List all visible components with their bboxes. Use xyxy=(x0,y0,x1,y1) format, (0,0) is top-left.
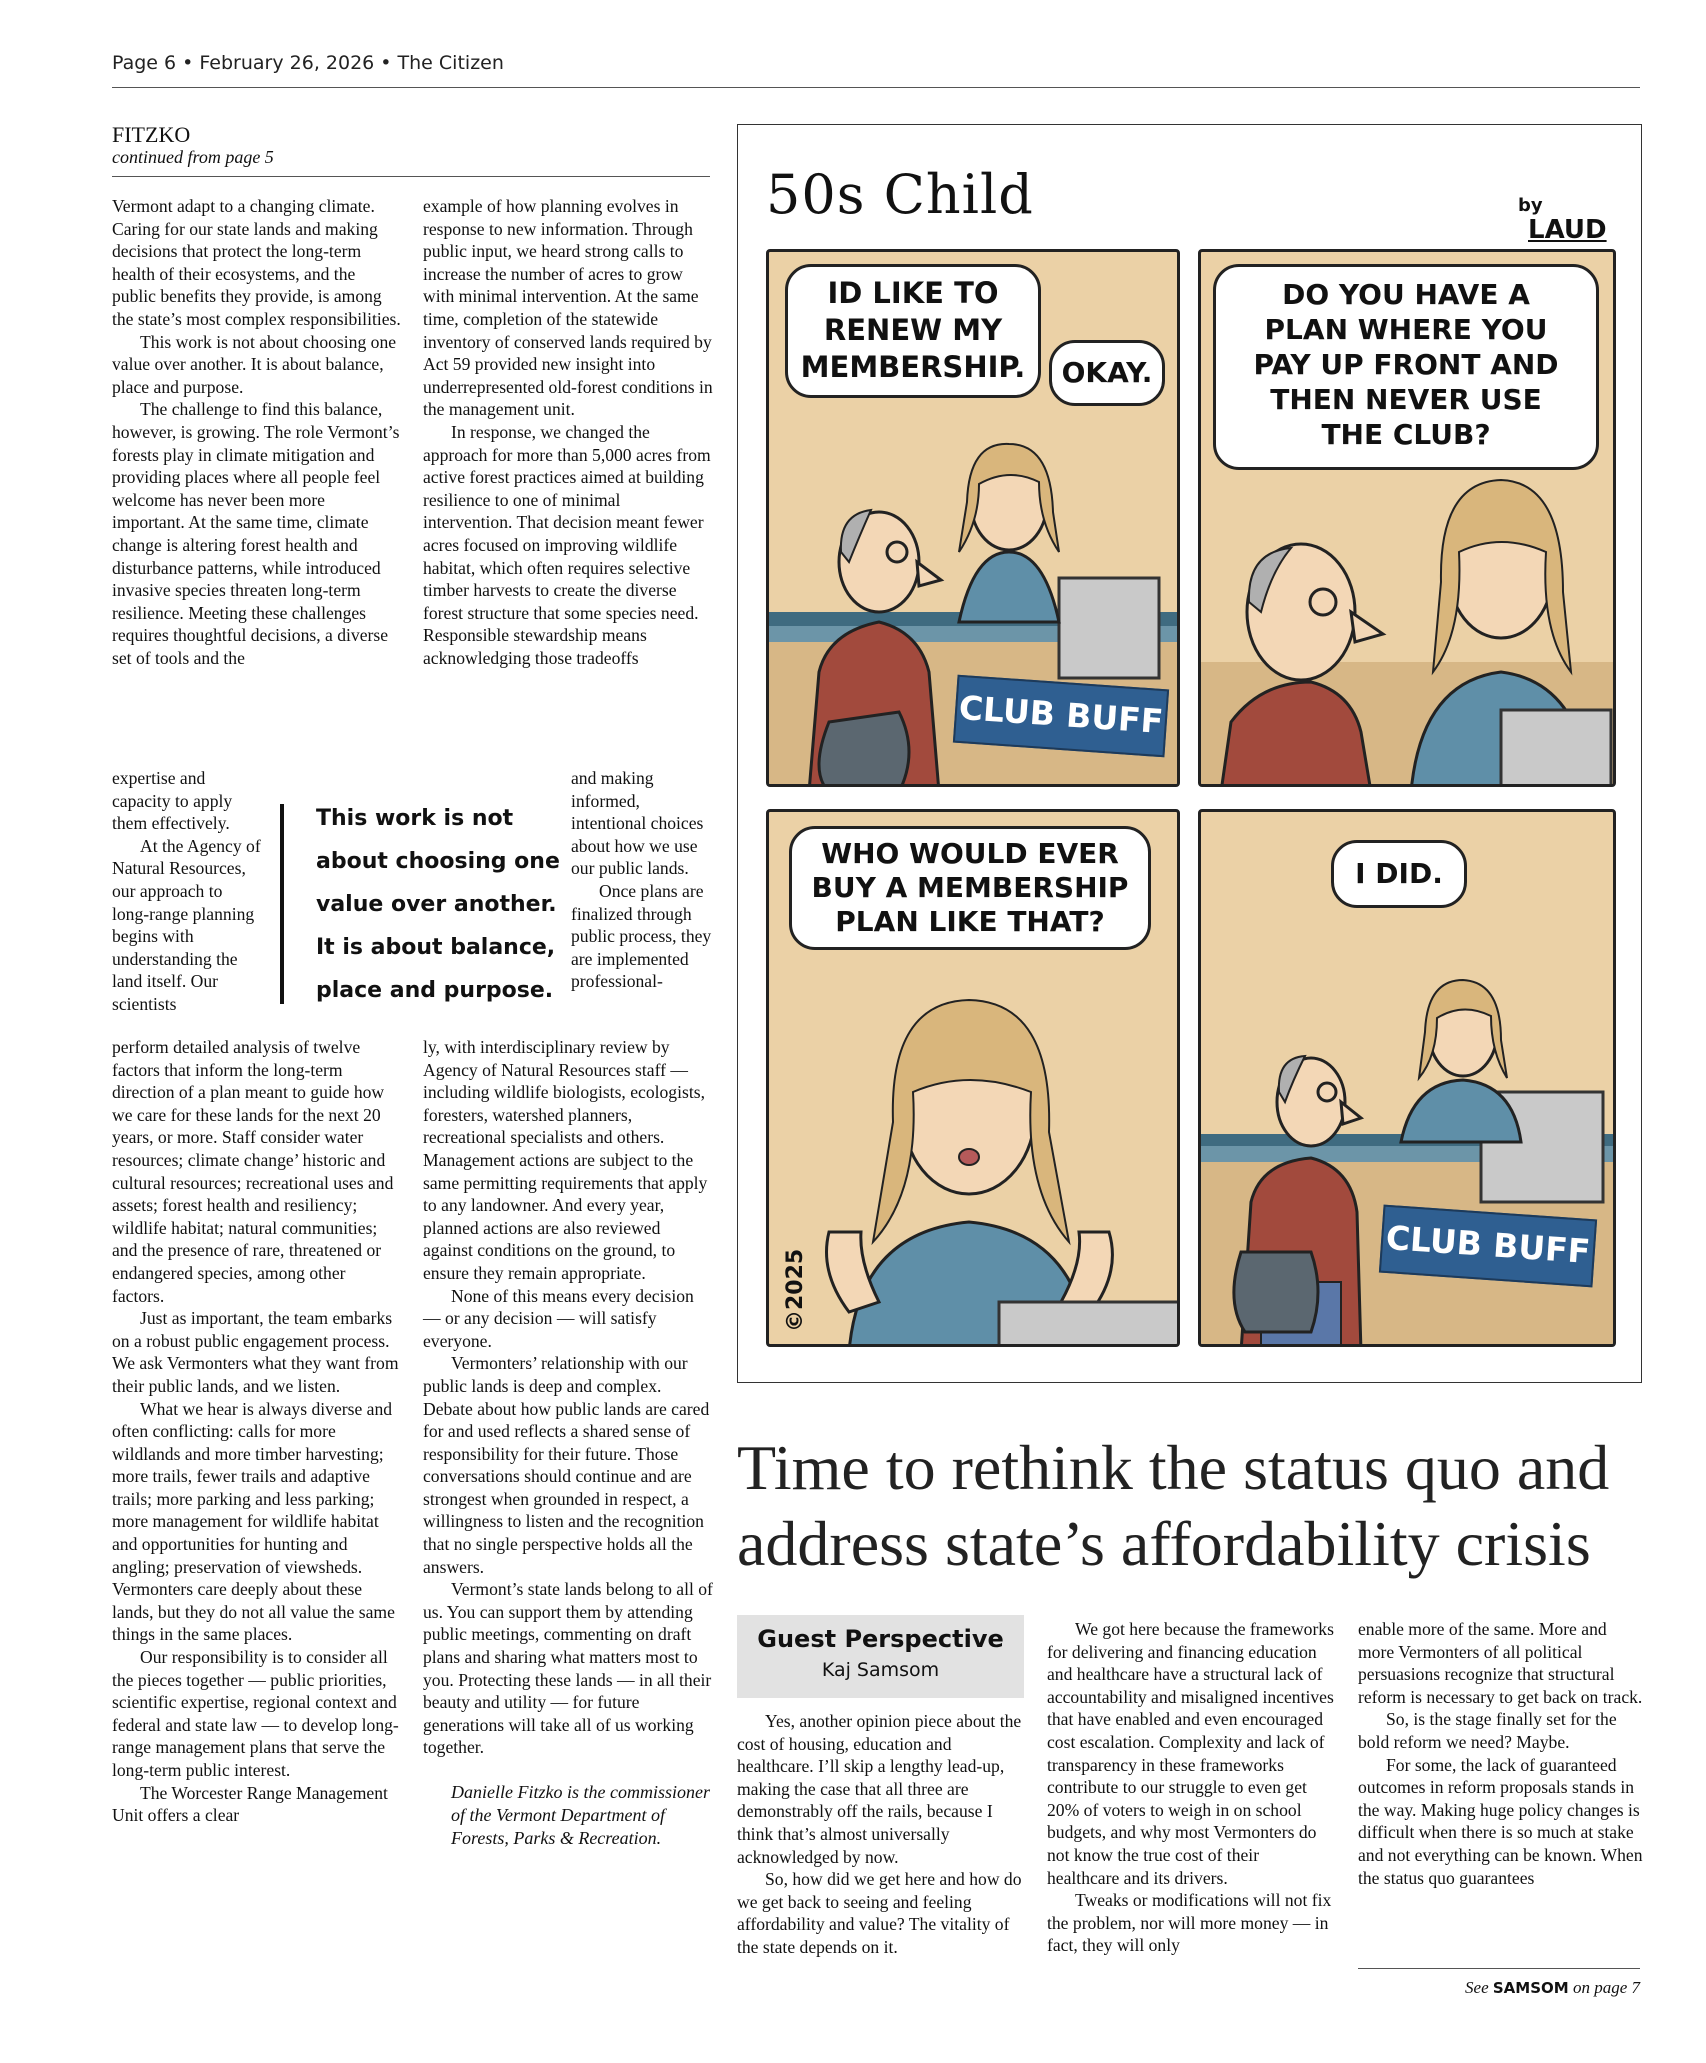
paragraph: What we hear is always diverse and often conflicting: calls for more wildlands and more timber harvesting; more trails, fewer trails and adaptive trails; more parking and less parking; more management for wildlife habitat and opportunities for hunting and angling; preservation of viewsheds. Vermonters care deeply about these lands, but they do not all value the same things in the same places. xyxy=(112,1398,395,1645)
paragraph: expertise and capacity to apply them effectively. xyxy=(112,768,233,834)
jump-name: SAMSOM xyxy=(1492,1979,1569,1997)
jump-rule xyxy=(1358,1968,1640,1969)
samsom-col1 xyxy=(737,1710,1024,1959)
paragraph: enable more of the same. More and more Vermonters of all political persuasions recognize that structural reform is necessary to get back on track. xyxy=(1358,1619,1643,1707)
paragraph: In response, we changed the approach for more than 5,000 acres from active forest practices aimed at building resilience to one of minimal intervention. That decision meant fewer acres focused on improving wildlife habitat, which often requires selective timber harvests to create the diverse forest structure that some species need. Responsible stewardship means acknowledging those tradeoffs xyxy=(423,421,711,668)
headline-line: address state’s affordability crisis xyxy=(737,1508,1591,1579)
paragraph: For some, the lack of guaranteed outcomes in reform proposals stands in the way. Making huge policy changes is difficult when there is so much at stake and not everything can be known. When the status quo guarantees xyxy=(1358,1754,1643,1888)
club-sign: CLUB BUFF xyxy=(953,675,1169,758)
continued-line: continued from page 5 xyxy=(112,147,274,167)
paragraph: Vermont’s state lands belong to all of us. You can support them by attending public meetings, commenting on draft plans and sharing what matters most to you. Protecting these lands — in all their beauty and utility — for future generations will take all of us working together. xyxy=(423,1579,713,1758)
page-header: Page 6 • February 26, 2026 • The Citizen xyxy=(112,52,504,74)
speech-line: DO YOU HAVE A xyxy=(1282,278,1530,311)
speech-bubble xyxy=(1213,264,1599,470)
paragraph: Yes, another opinion piece about the cost of housing, education and healthcare. I’ll skip a lengthy lead-up, making the case that all three are demonstrably off the rails, because I think that’s almost universally acknowledged by now. xyxy=(737,1711,1022,1867)
pullquote-line: It is about balance, xyxy=(316,935,556,960)
jump-page: on page 7 xyxy=(1572,1978,1640,1997)
story-rule xyxy=(112,176,710,177)
fitzko-col2-bottom xyxy=(423,1036,713,1850)
jump-line[interactable] xyxy=(1465,1978,1640,1998)
paragraph: and making informed, intentional choices about how we use our public lands. xyxy=(571,768,704,879)
paragraph: So, how did we get here and how do we get back to seeing and feeling affordability and value? The vitality of the state depends on it. xyxy=(737,1869,1022,1957)
jump-see: See xyxy=(1465,1978,1489,1997)
speech-line: MEMBERSHIP. xyxy=(800,350,1026,384)
comic-panel-3 xyxy=(766,809,1180,1347)
paragraph: None of this means every decision — or any decision — will satisfy everyone. xyxy=(423,1285,694,1351)
story-kicker: FITZKO xyxy=(112,122,191,147)
paragraph: This work is not about choosing one value over another. It is about balance, place and purpose. xyxy=(112,331,397,397)
paragraph: example of how planning evolves in response to new information. Through public input, we heard strong calls to increase the number of acres to grow with minimal intervention. At the same time, completion of the statewide inventory of conserved lands required by Act 59 provided new insight into underrepresented old-forest conditions in the management unit. xyxy=(423,196,713,420)
speech-line: PLAN WHERE YOU xyxy=(1264,313,1548,346)
comic-strip xyxy=(737,124,1642,1383)
paragraph: perform detailed analysis of twelve factors that inform the long-term direction of a plan meant to guide how we care for these lands for the next 20 years, or more. Staff consider water resources; climate change’ historic and cultural resources; recreational uses and assets; forest health and resiliency; wildlife habitat; natural communities; and the presence of rare, threatened or endangered species, among other factors. xyxy=(112,1037,394,1306)
pullquote-line: place and purpose. xyxy=(316,978,554,1003)
speech-line: WHO WOULD EVER xyxy=(821,837,1119,870)
pullquote xyxy=(316,797,566,1012)
paragraph: The Worcester Range Management Unit offers a clear xyxy=(112,1782,388,1826)
paragraph: We got here because the frameworks for delivering and financing education and healthcare have a structural lack of accountability and misaligned incentives that have enabled and even encouraged cost escalation. Complexity and lack of transparency in these frameworks contribute to our struggle to even get 20% of voters to weigh in on school budgets, and why most Vermonters do not know the true cost of their healthcare and its drivers. xyxy=(1047,1619,1334,1888)
comic-panel-4 xyxy=(1198,809,1616,1347)
headline-line: Time to rethink the status quo and xyxy=(737,1432,1610,1503)
paragraph: ly, with interdisciplinary review by Agency of Natural Resources staff — including wildlife biologists, ecologists, foresters, watershed planners, recreational specialists and others. Management actions are subject to the same permitting requirements that apply to any landowner. And every year, planned actions are also reviewed against conditions on the ground, to ensure they remain appropriate. xyxy=(423,1037,708,1283)
paragraph: Vermonters’ relationship with our public lands is deep and complex. Debate about how public lands are cared for and used reflects a shared sense of responsibility for their future. Those conversations should continue and are strongest when grounded in respect, a willingness to listen and the recognition that no single perspective holds all the answers. xyxy=(423,1353,710,1577)
speech-line: THE CLUB? xyxy=(1321,418,1491,451)
speech-line: BUY A MEMBERSHIP xyxy=(811,871,1129,904)
author-name: Kaj Samsom xyxy=(821,1659,940,1681)
comic-byline-by: by xyxy=(1518,195,1543,216)
speech-bubble xyxy=(789,826,1151,950)
samsom-col2 xyxy=(1047,1618,1335,1957)
fitzko-col2-top xyxy=(423,195,713,669)
fitzko-col1-bottom xyxy=(112,1036,402,1827)
comic-panel-2 xyxy=(1198,249,1616,787)
paragraph: Just as important, the team embarks on a robust public engagement process. We ask Vermonters what they want from their public lands, and we listen. xyxy=(112,1308,399,1396)
fitzko-col1-top xyxy=(112,195,402,669)
pullquote-bar xyxy=(280,804,284,1004)
comic-title: 50s Child xyxy=(766,163,1034,226)
guest-perspective-box xyxy=(737,1615,1024,1698)
paragraph: At the Agency of Natural Resources, our approach to long-range planning begins with understanding the land itself. Our scientists xyxy=(112,835,261,1014)
speech-line: PAY UP FRONT AND xyxy=(1253,348,1559,381)
paragraph: Tweaks or modifications will not fix the problem, nor will more money — in fact, they will only xyxy=(1047,1890,1332,1956)
speech-line: RENEW MY xyxy=(823,313,1003,347)
comic-panel-1 xyxy=(766,249,1180,787)
pullquote-line: about choosing one xyxy=(316,849,560,874)
paragraph: The challenge to find this balance, however, is growing. The role Vermont’s forests play in climate mitigation and providing places where all people feel welcome has never been more important. At the same time, climate change is altering forest health and disturbance patterns, while introduced invasive species threaten long-term resilience. Meeting these challenges requires thoughtful decisions, a diverse set of tools and the xyxy=(112,399,400,668)
speech-line: PLAN LIKE THAT? xyxy=(835,905,1105,938)
fitzko-col1-wrap xyxy=(112,767,262,1016)
paragraph: Our responsibility is to consider all the pieces together — public priorities, scientific expertise, regional context and federal and state law — to develop long-range management plans that serve the long-term public interest. xyxy=(112,1647,399,1780)
comic-byline-name: LAUD xyxy=(1528,215,1607,245)
speech-bubble: OKAY. xyxy=(1049,340,1165,406)
club-sign: CLUB BUFF xyxy=(1379,1205,1597,1288)
samsom-col3 xyxy=(1358,1618,1644,1889)
headline xyxy=(737,1430,1657,1582)
speech-bubble: I DID. xyxy=(1331,840,1467,908)
speech-line: ID LIKE TO xyxy=(827,276,999,310)
paragraph: Once plans are finalized through public process, they are implemented professional- xyxy=(571,880,712,992)
fitzko-col2-wrap xyxy=(571,767,713,993)
paragraph: Vermont adapt to a changing climate. Caring for our state lands and making decisions that protect the long-term health of their ecosystems, and the public benefits they provide, is among the state’s most complex responsibilities. xyxy=(112,196,401,329)
copyright: ©2025 xyxy=(783,1248,808,1332)
header-rule xyxy=(112,87,1640,88)
pullquote-line: value over another. xyxy=(316,892,557,917)
guest-perspective-label: Guest Perspective xyxy=(757,1625,1004,1653)
pullquote-line: This work is not xyxy=(316,806,514,831)
speech-line: THEN NEVER USE xyxy=(1270,383,1542,416)
author-signature: Danielle Fitzko is the commissioner of the Vermont Department of Forests, Parks & Recreation. xyxy=(451,1782,710,1848)
paragraph: So, is the stage finally set for the bold reform we need? Maybe. xyxy=(1358,1709,1617,1752)
speech-bubble xyxy=(785,264,1041,398)
